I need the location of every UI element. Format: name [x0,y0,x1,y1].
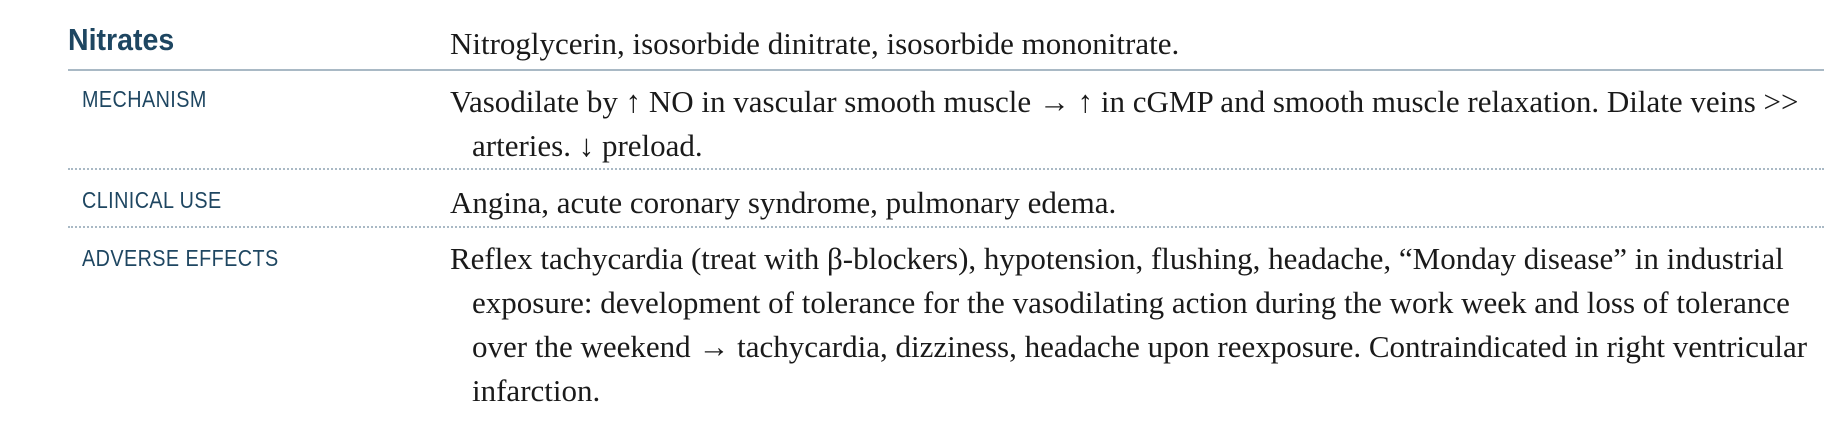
row-divider [68,226,1824,228]
clinical-use-label: CLINICAL USE [82,187,222,213]
mechanism-text: Vasodilate by ↑ NO in vascular smooth muscle → ↑ in cGMP and smooth muscle relaxation. Dilate veins >> arteries. ↓ preload. [450,84,1799,163]
adverse-effects-text: Reflex tachycardia (treat with β-blockers), hypotension, flushing, headache, “Monday disease” in industrial exposure: development of tolerance for the vasodilating action during the work week and loss of tolerance over the weekend → tachycardia, dizziness, headache upon reexposure. Contraindicated in right ventricular infarction. [450,241,1808,408]
mechanism-label: MECHANISM [82,86,207,112]
row-divider [68,168,1824,170]
adverse-effects-label: ADVERSE EFFECTS [82,245,279,271]
drug-list: Nitroglycerin, isosorbide dinitrate, isosorbide mononitrate. [450,26,1180,61]
section-title: Nitrates [68,22,175,57]
header-divider [68,69,1824,71]
clinical-use-text: Angina, acute coronary syndrome, pulmonary edema. [450,185,1117,220]
